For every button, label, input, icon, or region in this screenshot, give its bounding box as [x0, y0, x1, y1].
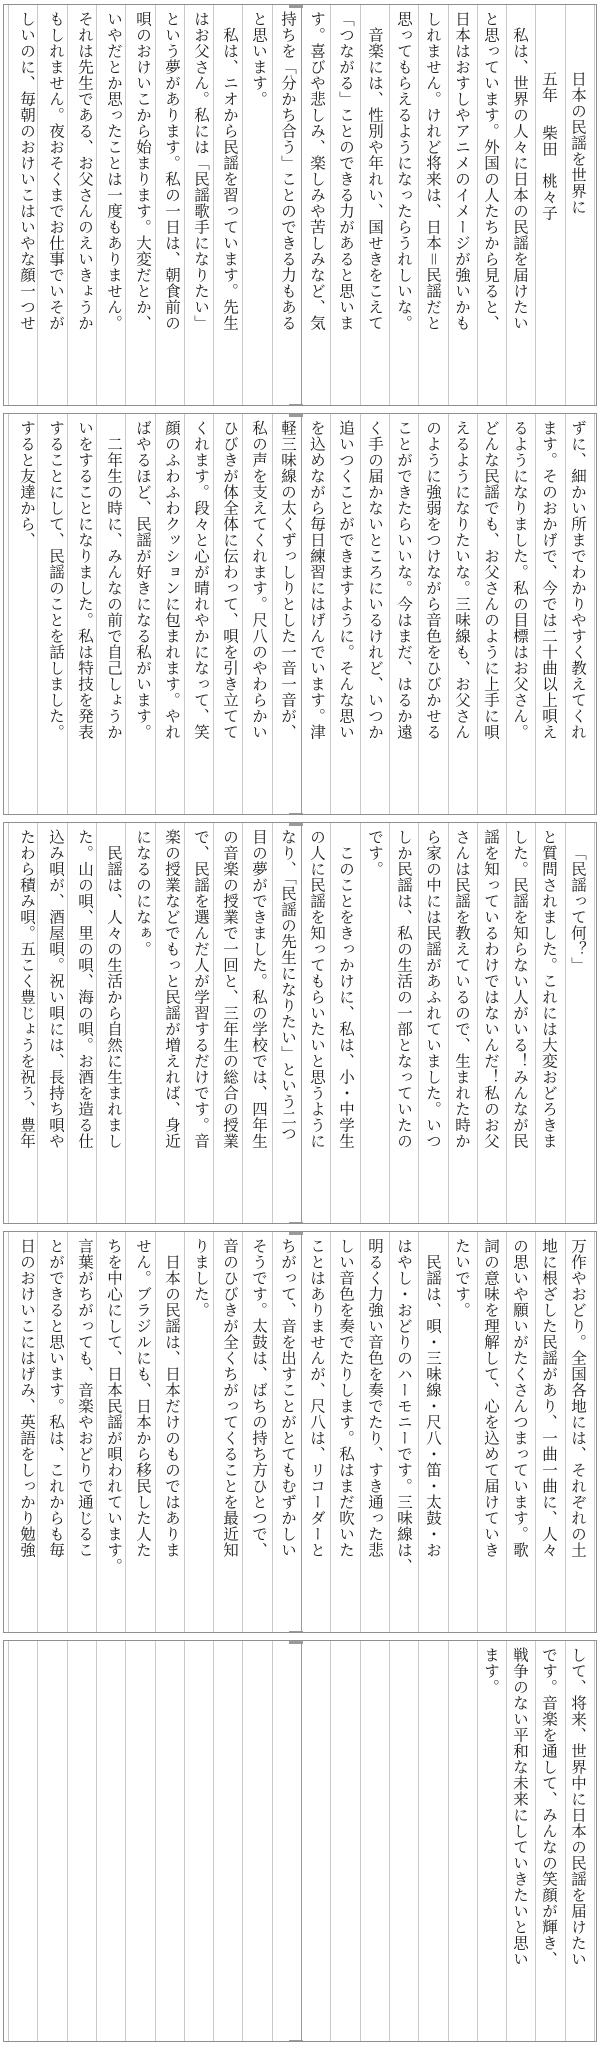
column-text: 目の夢ができました。私の学校では、四年生 [250, 829, 268, 1149]
text-column [70, 11, 99, 399]
text-column [505, 1647, 534, 2035]
column-text: それは先生である、お父さんのえいきょうか [76, 11, 94, 331]
text-column [360, 1647, 389, 2035]
manuscript-sheet [3, 1231, 597, 1633]
manuscript-sheet [3, 4, 597, 406]
column-text: 顔のふわふわクッションに包まれます。やれ [163, 420, 181, 740]
column-text: のように強弱をつけながら音色をひびかせる [424, 420, 442, 740]
text-column [186, 1647, 215, 2035]
center-notch [289, 414, 303, 417]
center-notch [289, 823, 303, 826]
text-column [215, 420, 244, 808]
column-text: このことをきっかけに、私は、小・中学生 [337, 845, 355, 1149]
column-text: 地に根ざした民謡があり、一曲一曲に、人々 [540, 1238, 558, 1558]
column-text: しい音色を奏でたりします。私はまだ吹いた [337, 1238, 355, 1558]
column-text: 軽三味線の太くずっしりとした一音一音が、 [279, 420, 297, 740]
column-text: になるのになぁ。 [134, 829, 152, 957]
text-column [244, 1647, 273, 2035]
text-column [447, 829, 476, 1217]
text-column [41, 420, 70, 808]
column-text: たいです。 [453, 1238, 471, 1318]
text-column [505, 11, 534, 399]
manuscript-sheet [3, 413, 597, 815]
text-column [447, 11, 476, 399]
column-text: 日のおけいこにはげみ、英語をしっかり勉強 [18, 1238, 36, 1558]
text-column [41, 829, 70, 1217]
text-column [505, 420, 534, 808]
column-text: しいのに、毎朝のおけいこはいやな顔一つせ [18, 11, 36, 331]
text-column [389, 11, 418, 399]
text-column [157, 1647, 186, 2035]
column-text: 私は、世界の人々に日本の民謡を届けたい [511, 27, 529, 331]
text-column [186, 829, 215, 1217]
center-notch [289, 1232, 303, 1235]
text-column [244, 420, 273, 808]
column-text: を込めながら毎日練習にはげんでいます。津 [308, 420, 326, 740]
text-column [476, 1647, 505, 2035]
text-column [447, 1647, 476, 2035]
text-column [99, 829, 128, 1217]
text-column [273, 1647, 302, 2035]
text-column [360, 1238, 389, 1626]
author-grade: 五年 [540, 71, 558, 103]
column-text: 私は、ニオから民謡を習っています。先生 [221, 27, 239, 331]
column-text: す。喜びや悲しみ、楽しみや苦しみなど、気 [308, 11, 326, 331]
center-notch [289, 1222, 303, 1224]
column-text: 民謡は、人々の生活から自然に生まれまし [105, 845, 123, 1149]
text-column [41, 11, 70, 399]
column-text: すると友達から、 [18, 420, 36, 548]
text-column [563, 420, 592, 808]
text-column [12, 11, 41, 399]
text-column [534, 1647, 563, 2035]
column-text: 込み唄が、酒屋唄。祝い唄には、長持ち唄や [47, 829, 65, 1149]
text-column [331, 1238, 360, 1626]
column-text: しか民謡は、私の生活の一部となっていたの [395, 829, 413, 1149]
text-column [418, 11, 447, 399]
text-column [128, 1238, 157, 1626]
text-column [99, 11, 128, 399]
column-text: した。民謡を知らない人がいる！みんなが民 [511, 829, 529, 1149]
column-text: 私の声を支えてくれます。尺八のやわらかい [250, 420, 268, 740]
text-column [157, 829, 186, 1217]
column-text: 日本はおすしやアニメのイメージが強いかも [453, 11, 471, 331]
center-notch [289, 5, 303, 8]
column-text: 追いつくことができますように。そんな思い [337, 420, 355, 740]
column-text: です。 [366, 829, 384, 877]
text-columns [8, 1238, 592, 1626]
text-column [534, 829, 563, 1217]
column-text: 思ってもらえるようになったらうれしいな。 [395, 11, 413, 331]
column-text: で、民謡を選んだ人が学習するだけです。音 [192, 829, 210, 1149]
column-text: ばやるほど、民謡が好きになる私がいます。 [134, 420, 152, 740]
text-column [331, 829, 360, 1217]
text-column [273, 11, 302, 399]
text-column [12, 1647, 41, 2035]
column-text: 言葉がちがっても、音楽やおどりで通じるこ [76, 1238, 94, 1558]
column-text: と思います。 [250, 11, 268, 107]
column-text: た。山の唄、里の唄、海の唄。お酒を造る仕 [76, 829, 94, 1149]
essay-title [563, 11, 592, 399]
text-column [534, 1238, 563, 1626]
text-column [389, 420, 418, 808]
column-text: ら家の中には民謡があふれていました。いつ [424, 829, 442, 1149]
text-column [534, 420, 563, 808]
column-text: なり、「民謡の先生になりたい」という二つ [279, 829, 297, 1142]
column-text: 謡を知っているわけではないんだ！私のお父 [482, 829, 500, 1149]
column-text: と思っています。外国の人たちから見ると、 [482, 11, 500, 331]
column-text: の思いや願いがたくさんつまっています。歌 [511, 1238, 529, 1558]
text-column [157, 420, 186, 808]
text-column [215, 11, 244, 399]
column-text: することにして、民謡のことを話しました。 [47, 420, 65, 740]
text-column [331, 1647, 360, 2035]
text-column [244, 1238, 273, 1626]
column-text: とができると思います。私は、これからも毎 [47, 1238, 65, 1558]
text-column [244, 829, 273, 1217]
text-column [70, 1647, 99, 2035]
column-text: の人に民謡を知ってもらいたいと思うように [308, 829, 326, 1149]
column-text: さんは民謡を教えているので、生まれた時か [453, 829, 471, 1149]
center-notch [289, 404, 303, 406]
column-text: いをすることになりました。私は特技を発表 [76, 420, 94, 740]
text-column [360, 829, 389, 1217]
column-text: 明るく力強い音色を奏でたり、すき通った悲 [366, 1238, 384, 1558]
column-text: ずに、細かい所までわかりやすく教えてくれ [569, 420, 587, 740]
column-text: ます。そのおかげで、今では二十曲以上唄え [540, 420, 558, 740]
column-text: ます。 [482, 1647, 500, 1695]
column-text: の音楽の授業で一回と、三年生の総合の授業 [221, 829, 239, 1149]
text-column [157, 11, 186, 399]
text-column [273, 420, 302, 808]
text-column [157, 1238, 186, 1626]
column-text: 音のひびきが全くちがってくることを最近知 [221, 1238, 239, 1558]
text-column [70, 420, 99, 808]
manuscript-sheet [3, 822, 597, 1224]
text-column [99, 1647, 128, 2035]
column-text: 戦争のない平和な未来にしていきたいと思い [511, 1647, 529, 1967]
text-column [302, 11, 331, 399]
text-column [128, 11, 157, 399]
text-column [128, 1647, 157, 2035]
text-column [12, 420, 41, 808]
text-column [447, 420, 476, 808]
column-text: です。音楽を通して、みんなの笑顔が輝き、 [540, 1647, 558, 1967]
column-text: 日本の民謡は、日本だけのものではありま [163, 1254, 181, 1558]
text-column [186, 11, 215, 399]
center-notch [289, 1631, 303, 1633]
text-column [215, 1647, 244, 2035]
text-column [302, 420, 331, 808]
column-text: して、将来、世界中に日本の民謡を届けたい [569, 1647, 587, 1967]
text-column [70, 1238, 99, 1626]
author-line [534, 11, 563, 399]
text-column [563, 829, 592, 1217]
text-column [563, 1647, 592, 2035]
text-column [418, 420, 447, 808]
column-text: く手の届かないところにいるけれど、いつか [366, 420, 384, 740]
text-column [331, 11, 360, 399]
column-text: という夢があります。私の一日は、朝食前の [163, 11, 181, 331]
text-column [476, 11, 505, 399]
column-text: どんな民謡でも、お父さんのように上手に唄 [482, 420, 500, 740]
column-text: いやだとか思ったことは一度もありません。 [105, 11, 123, 331]
text-column [186, 1238, 215, 1626]
text-column [302, 1647, 331, 2035]
text-column [563, 1238, 592, 1626]
column-text: もしれません。夜おそくまでお仕事でいそが [47, 11, 65, 331]
column-text: りました。 [192, 1238, 210, 1318]
text-column [476, 829, 505, 1217]
column-text: 楽の授業などでもっと民謡が増えれば、身近 [163, 829, 181, 1149]
column-text: 「民謡って何？」 [569, 845, 587, 973]
column-text: 二年生の時に、みんなの前で自己しょうか [105, 436, 123, 740]
center-notch [289, 813, 303, 815]
manuscript-sheet [3, 1640, 597, 2042]
column-text: るようになりました。私の目標はお父さん。 [511, 420, 529, 740]
essay-title-text: 日本の民謡を世界に [569, 71, 587, 215]
center-notch [289, 2040, 303, 2042]
text-column [70, 829, 99, 1217]
text-column [12, 1238, 41, 1626]
center-notch [289, 1641, 303, 1644]
text-column [99, 420, 128, 808]
text-column [244, 11, 273, 399]
text-column [331, 420, 360, 808]
text-column [389, 1238, 418, 1626]
text-column [476, 420, 505, 808]
text-columns [8, 11, 592, 399]
column-text: 詞の意味を理解して、心を込めて届けていき [482, 1238, 500, 1558]
column-text: 「つながる」ことのできる力があると思いま [337, 11, 355, 331]
text-columns [8, 420, 592, 808]
text-column [418, 829, 447, 1217]
column-text: 民謡は、唄・三味線・尺八・笛・太鼓・お [424, 1254, 442, 1558]
text-column [41, 1647, 70, 2035]
text-column [12, 829, 41, 1217]
column-text: えるようになりたいな。三味線も、お父さん [453, 420, 471, 740]
text-column [128, 829, 157, 1217]
text-column [418, 1647, 447, 2035]
column-text: 音楽には、性別や年れい、国せきをこえて [366, 27, 384, 331]
text-column [41, 1238, 70, 1626]
column-text: 万作やおどり。全国各地には、それぞれの土 [569, 1238, 587, 1558]
column-text: そうです。太鼓は、ばちの持ち方ひとつで、 [250, 1238, 268, 1558]
column-text: 持ちを「分かち合う」ことのできる力もある [279, 11, 297, 331]
text-column [186, 420, 215, 808]
text-column [505, 1238, 534, 1626]
column-text: 唄のおけいこから始まります。大変だとか、 [134, 11, 152, 331]
column-text: ひびきが体全体に伝わって、唄を引き立てて [221, 420, 239, 740]
column-text: せん。ブラジルにも、日本から移民した人た [134, 1238, 152, 1558]
text-columns [8, 829, 592, 1217]
text-column [273, 1238, 302, 1626]
text-column [215, 829, 244, 1217]
column-text: と質問されました。これには大変おどろきま [540, 829, 558, 1149]
text-column [476, 1238, 505, 1626]
author-name: 柴田 桃々子 [540, 125, 558, 221]
column-text: ちがって、音を出すことがとてもむずかしい [279, 1238, 297, 1558]
column-text: ことはありませんが、尺八は、リコーダーと [308, 1238, 326, 1558]
column-text: くれます。段々と心が晴れやかになって、笑 [192, 420, 210, 740]
column-text: しれません。けれど将来は、日本＝民謡だと [424, 11, 442, 331]
text-columns [8, 1647, 592, 2035]
column-text: ことができたらいいな。今はまだ、はるか遠 [395, 420, 413, 740]
text-column [302, 829, 331, 1217]
text-column [418, 1238, 447, 1626]
text-column [99, 1238, 128, 1626]
column-text: はやし・おどりのハーモニーです。三味線は、 [395, 1238, 413, 1574]
text-column [360, 11, 389, 399]
text-column [128, 420, 157, 808]
text-column [389, 1647, 418, 2035]
text-column [302, 1238, 331, 1626]
author-block [534, 71, 563, 399]
text-column [215, 1238, 244, 1626]
text-column [505, 829, 534, 1217]
column-text: たわら積み唄。五こく豊じょうを祝う、豊年 [18, 829, 36, 1149]
text-column [360, 420, 389, 808]
column-text: ちを中心にして、日本民謡が唄われています。 [105, 1238, 123, 1574]
column-text: はお父さん。私には「民謡歌手になりたい」 [192, 11, 210, 331]
text-column [447, 1238, 476, 1626]
text-column [389, 829, 418, 1217]
text-column [273, 829, 302, 1217]
